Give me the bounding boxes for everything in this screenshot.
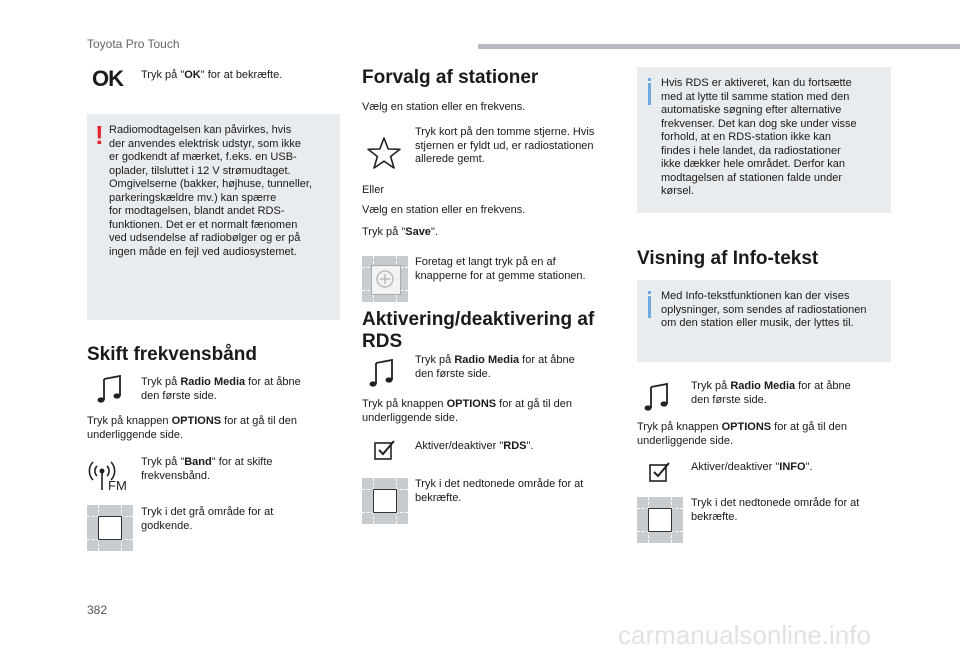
checkbox-icon xyxy=(373,437,397,461)
plus-icon xyxy=(375,269,395,289)
warning-line: oplader, tilsluttet i 12 V strømudtaget. xyxy=(109,164,291,177)
info-icon xyxy=(648,78,651,81)
rds-confirm-step: Tryk i det nedtonede område for at bekræfte. xyxy=(415,478,584,504)
grey-area-icon xyxy=(87,505,133,551)
warning-text xyxy=(109,124,337,259)
rds-info-box xyxy=(637,67,891,213)
rds-options-step: Tryk på knappen OPTIONS for at gå til den underliggende side. xyxy=(362,398,572,424)
section-heading-rds: Aktivering/deaktivering af RDS xyxy=(362,309,595,352)
section-heading-band: Skift frekvensbånd xyxy=(87,344,257,365)
rds-radio-media-step: Tryk på Radio Media for at åbne den første side. xyxy=(415,354,575,380)
presets-intro: Vælg en station eller en frekvens. xyxy=(362,101,526,113)
info-confirm-step: Tryk i det nedtonede område for at bekræfte. xyxy=(691,497,860,523)
info-radio-media-step: Tryk på Radio Media for at åbne den første side. xyxy=(691,380,851,406)
ok-icon: OK xyxy=(92,66,123,91)
infotext-info-box xyxy=(637,280,891,362)
music-note-icon xyxy=(368,358,396,388)
warning-line: Omgivelserne (bakker, højhuse, tunneller, xyxy=(109,178,312,190)
grey-area-step: Tryk i det grå område for at godkende. xyxy=(141,506,274,532)
warning-line: ingen måde en fejl ved audiosystemet. xyxy=(109,245,297,258)
rds-toggle-step: Aktiver/deaktiver "RDS". xyxy=(415,440,534,452)
warning-icon: ! xyxy=(95,120,104,150)
music-note-icon xyxy=(96,374,124,404)
grey-area-icon xyxy=(362,478,408,524)
rds-info-text: Hvis RDS er aktiveret, kan du fortsætte med at lytte til samme station med den automatiske søgning efter alternative frekvenser. Det kan dog ske under visse forhold, at en RDS-station ikke kan findes i hele landet, da radiostationer ikke dækker hele området. Derfor kan modtagelsen af stationen falde under kørsel. xyxy=(661,77,857,197)
preset-button-icon xyxy=(362,256,408,302)
ok-instruction: Tryk på "OK" for at bekræfte. xyxy=(141,69,283,81)
watermark: carmanualsonline.info xyxy=(618,620,871,650)
fm-label: FM xyxy=(108,478,127,493)
warning-line: funktionen. Det er et normalt fænomen xyxy=(109,218,298,231)
header-bar xyxy=(478,44,960,49)
infotext-info-text: Med Info-tekstfunktionen kan der vises oplysninger, som sendes af radiostationen om den station eller musik, der lyttes til. xyxy=(661,290,867,329)
presets-intro-2: Vælg en station eller en frekvens. xyxy=(362,204,526,216)
long-press-step: Foretag et langt tryk på en af knapperne for at gemme stationen. xyxy=(415,256,586,282)
warning-line: Radiomodtagelsen kan påvirkes, hvis xyxy=(109,124,292,136)
warning-line: for modtagelsen, blandt andet RDS- xyxy=(109,205,285,217)
info-toggle-step: Aktiver/deaktiver "INFO". xyxy=(691,461,813,473)
save-step: Tryk på "Save". xyxy=(362,226,438,238)
warning-line: parkeringskældre mv.) kan spærre xyxy=(109,191,277,204)
warning-box xyxy=(87,114,340,320)
star-icon xyxy=(366,136,402,170)
warning-line: er godkendt af mærket, f.eks. en USB- xyxy=(109,151,297,163)
options-step: Tryk på knappen OPTIONS for at gå til den underliggende side. xyxy=(87,415,297,441)
or-label: Eller xyxy=(362,184,385,196)
band-step: Tryk på "Band" for at skifte frekvensbånd. xyxy=(141,456,273,482)
music-note-icon xyxy=(643,382,671,412)
star-step: Tryk kort på den tomme stjerne. Hvis stjernen er fyldt ud, er radiostationen allerede gemt. xyxy=(415,126,595,165)
warning-line: ved udsendelse af radiobølger og er på xyxy=(109,232,301,244)
checkbox-icon xyxy=(648,459,672,483)
radio-fm-icon xyxy=(88,454,128,494)
header-title: Toyota Pro Touch xyxy=(87,37,180,51)
radio-media-step: Tryk på Radio Media for at åbne den første side. xyxy=(141,376,301,402)
grey-area-icon xyxy=(637,497,683,543)
info-options-step: Tryk på knappen OPTIONS for at gå til den underliggende side. xyxy=(637,421,847,447)
section-heading-presets: Forvalg af stationer xyxy=(362,67,539,88)
page-number: 382 xyxy=(87,603,108,617)
warning-line: der anvendes elektrisk udstyr, som ikke xyxy=(109,137,301,150)
section-heading-infotext: Visning af Info-tekst xyxy=(637,248,819,269)
info-icon xyxy=(648,291,651,294)
